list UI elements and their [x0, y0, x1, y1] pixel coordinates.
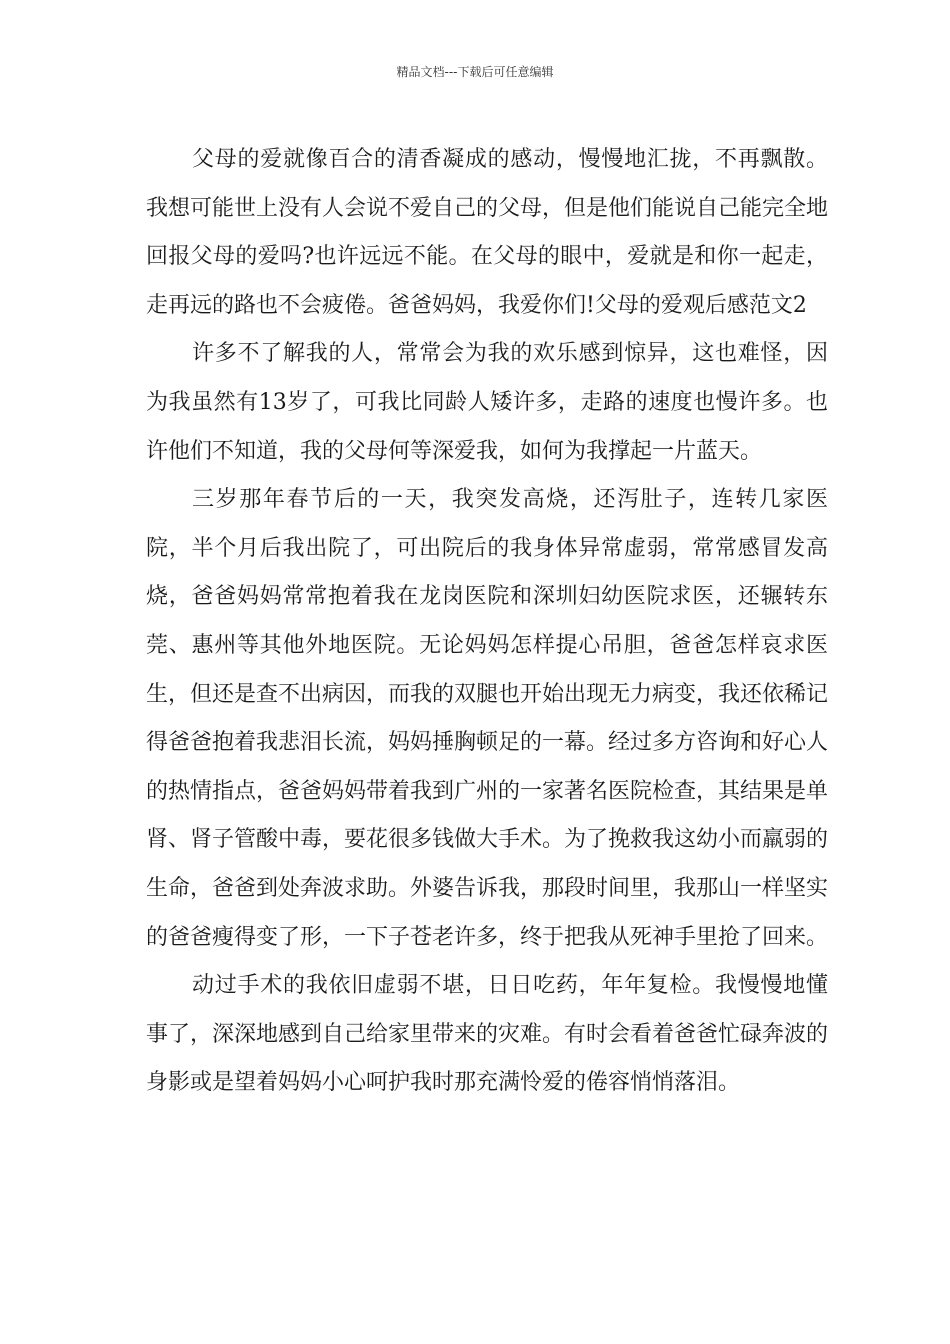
paragraph-2: 许多不了解我的人，常常会为我的欢乐感到惊异，这也难怪，因为我虽然有13岁了，可我比同龄人矮许多，走路的速度也慢许多。也许他们不知道，我的父母何等深爱我，如何为我撑起一片蓝天。: [146, 341, 828, 464]
paragraph-3: 三岁那年春节后的一天，我突发高烧，还泻肚子，连转几家医院，半个月后我出院了，可出院后的我身体异常虚弱，常常感冒发高烧，爸爸妈妈常常抱着我在龙岗医院和深圳妇幼医院求医，还辗转东莞、惠州等其他外地医院。无论妈妈怎样提心吊胆，爸爸怎样哀求医生，但还是查不出病因，而我的双腿也开始出现无力病变，我还依稀记得爸爸抱着我悲泪长流，妈妈捶胸顿足的一幕。经过多方咨询和好心人的热情指点，爸爸妈妈带着我到广州的一家著名医院检查，其结果是单肾、肾子管酸中毒，要花很多钱做大手术。为了挽救我这幼小而羸弱的生命，爸爸到处奔波求助。外婆告诉我，那段时间里，我那山一样坚实的爸爸瘦得变了形，一下子苍老许多，终于把我从死神手里抢了回来。: [146, 487, 829, 950]
paragraph-4: 动过手术的我依旧虚弱不堪，日日吃药，年年复检。我慢慢地懂事了，深深地感到自己给家里带来的灾难。有时会看着爸爸忙碌奔波的身影或是望着妈妈小心呵护我时那充满怜爱的倦容悄悄落泪。: [146, 973, 829, 1096]
page-header: 精品文档---下载后可任意编辑: [396, 65, 554, 79]
paragraph-1: 父母的爱就像百合的清香凝成的感动，慢慢地汇拢，不再飘散。我想可能世上没有人会说不爱自己的父母，但是他们能说自己能完全地回报父母的爱吗?也许远远不能。在父母的眼中，爱就是和你一起走，走再远的路也不会疲倦。爸爸妈妈，我爱你们!父母的爱观后感范文2: [146, 147, 829, 318]
document-body: [146, 136, 828, 1108]
